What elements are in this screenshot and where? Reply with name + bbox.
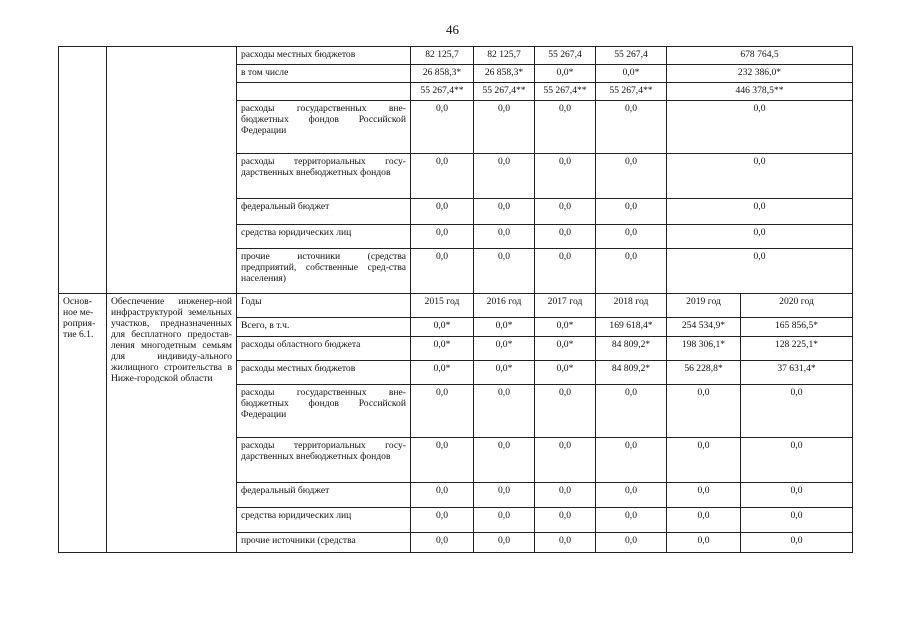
value-cell: 254 534,9* [667,318,741,337]
total-cell: 446 378,5** [667,83,853,101]
value-cell: 0,0 [535,385,596,438]
source-label: расходы территориальных госу-дарственных внебюджетных фондов [237,438,411,483]
value-cell: 0,0 [741,438,853,483]
value-cell: 0,0 [667,438,741,483]
value-cell: 0,0 [474,385,535,438]
table-row [59,47,853,65]
total-cell: 0,0 [667,101,853,154]
source-label: прочие источники (средства предприятий, собственные сред-ства населения) [237,249,411,294]
value-cell: 0,0 [596,225,667,249]
value-cell: 0,0* [411,361,474,385]
value-cell: 0,0 [741,483,853,508]
value-cell: 0,0 [535,225,596,249]
source-label: расходы областного бюджета [237,337,411,361]
value-cell: 0,0 [535,154,596,199]
source-label: средства юридических лиц [237,508,411,533]
value-cell: 0,0 [411,508,474,533]
value-cell: 128 225,1* [741,337,853,361]
value-cell: 0,0 [535,483,596,508]
value-cell: 37 631,4* [741,361,853,385]
source-label: Всего, в т.ч. [237,318,411,337]
value-cell: 0,0 [667,483,741,508]
value-cell: 0,0 [474,249,535,294]
value-cell: 0,0 [535,249,596,294]
value-cell: 82 125,7 [474,47,535,65]
source-label: средства юридических лиц [237,225,411,249]
value-cell: 0,0* [596,65,667,83]
value-cell: 0,0 [474,101,535,154]
value-cell: 0,0 [474,508,535,533]
value-cell: 0,0 [596,508,667,533]
value-cell: 55 267,4** [474,83,535,101]
year-header: 2018 год [596,294,667,318]
value-cell: 56 228,8* [667,361,741,385]
total-cell: 0,0 [667,154,853,199]
measure-description: Обеспечение инженер-ной инфраструктурой земельных участков, предназначенных для бесплатного предостав-ления многодетным семьям для индивиду-ального жилищного строительства в Ниже-городской области [107,294,237,553]
value-cell: 0,0 [535,199,596,225]
value-cell: 0,0* [535,337,596,361]
total-cell: 0,0 [667,249,853,294]
value-cell: 0,0 [596,385,667,438]
total-cell: 232 386,0* [667,65,853,83]
value-cell: 0,0 [741,385,853,438]
value-cell: 0,0 [474,225,535,249]
value-cell: 55 267,4** [596,83,667,101]
year-header: 2020 год [741,294,853,318]
value-cell: 0,0 [667,385,741,438]
source-label: расходы государственных вне-бюджетных фондов Российской Федерации [237,385,411,438]
value-cell: 0,0 [411,199,474,225]
value-cell: 0,0 [535,508,596,533]
value-cell: 198 306,1* [667,337,741,361]
value-cell: 0,0 [411,385,474,438]
financing-table [58,46,853,553]
value-cell: 0,0 [411,438,474,483]
table-row [59,294,853,318]
value-cell: 0,0 [667,533,741,553]
source-label: прочие источники (средства [237,533,411,553]
total-cell: 0,0 [667,199,853,225]
value-cell: 0,0 [474,199,535,225]
value-cell: 0,0 [411,225,474,249]
value-cell: 0,0 [596,483,667,508]
total-cell: 0,0 [667,225,853,249]
table-body [59,47,853,553]
year-header: 2015 год [411,294,474,318]
value-cell: 0,0* [535,361,596,385]
value-cell: 0,0 [411,154,474,199]
value-cell: 0,0* [474,318,535,337]
value-cell: 0,0 [535,533,596,553]
page-number: 46 [446,22,459,37]
value-cell: 165 856,5* [741,318,853,337]
value-cell: 0,0 [596,199,667,225]
value-cell: 0,0 [474,154,535,199]
value-cell: 0,0 [596,154,667,199]
value-cell: 0,0 [474,533,535,553]
value-cell: 0,0 [411,249,474,294]
value-cell: 55 267,4** [535,83,596,101]
value-cell: 55 267,4 [535,47,596,65]
value-cell: 0,0 [596,101,667,154]
value-cell: 0,0* [411,318,474,337]
value-cell: 0,0* [474,361,535,385]
value-cell: 26 858,3* [474,65,535,83]
value-cell: 26 858,3* [411,65,474,83]
value-cell: 0,0 [596,438,667,483]
year-header: 2016 год [474,294,535,318]
total-cell: 678 764,5 [667,47,853,65]
value-cell: 0,0 [411,533,474,553]
year-header: 2019 год [667,294,741,318]
value-cell: 0,0 [535,438,596,483]
value-cell: 0,0 [667,508,741,533]
value-cell: 84 809,2* [596,337,667,361]
value-cell: 0,0 [741,533,853,553]
value-cell: 55 267,4 [596,47,667,65]
value-cell: 84 809,2* [596,361,667,385]
value-cell: 0,0 [596,249,667,294]
value-cell: 0,0 [741,508,853,533]
year-header: 2017 год [535,294,596,318]
value-cell: 0,0* [535,318,596,337]
value-cell: 0,0 [411,483,474,508]
value-cell: 0,0 [411,101,474,154]
value-cell: 0,0 [474,483,535,508]
source-label [237,83,411,101]
blank-description-cell [107,47,237,294]
source-label: расходы местных бюджетов [237,47,411,65]
years-header-label: Годы [237,294,411,318]
source-label: федеральный бюджет [237,199,411,225]
measure-code: Основ-ное ме-роприя-тие 6.1. [59,294,107,553]
source-label: в том числе [237,65,411,83]
value-cell: 169 618,4* [596,318,667,337]
value-cell: 0,0* [535,65,596,83]
source-label: федеральный бюджет [237,483,411,508]
value-cell: 82 125,7 [411,47,474,65]
source-label: расходы государственных вне-бюджетных фондов Российской Федерации [237,101,411,154]
value-cell: 55 267,4** [411,83,474,101]
blank-code-cell [59,47,107,294]
value-cell: 0,0* [411,337,474,361]
source-label: расходы территориальных госу-дарственных внебюджетных фондов [237,154,411,199]
value-cell: 0,0 [596,533,667,553]
value-cell: 0,0 [474,438,535,483]
value-cell: 0,0* [474,337,535,361]
value-cell: 0,0 [535,101,596,154]
source-label: расходы местных бюджетов [237,361,411,385]
